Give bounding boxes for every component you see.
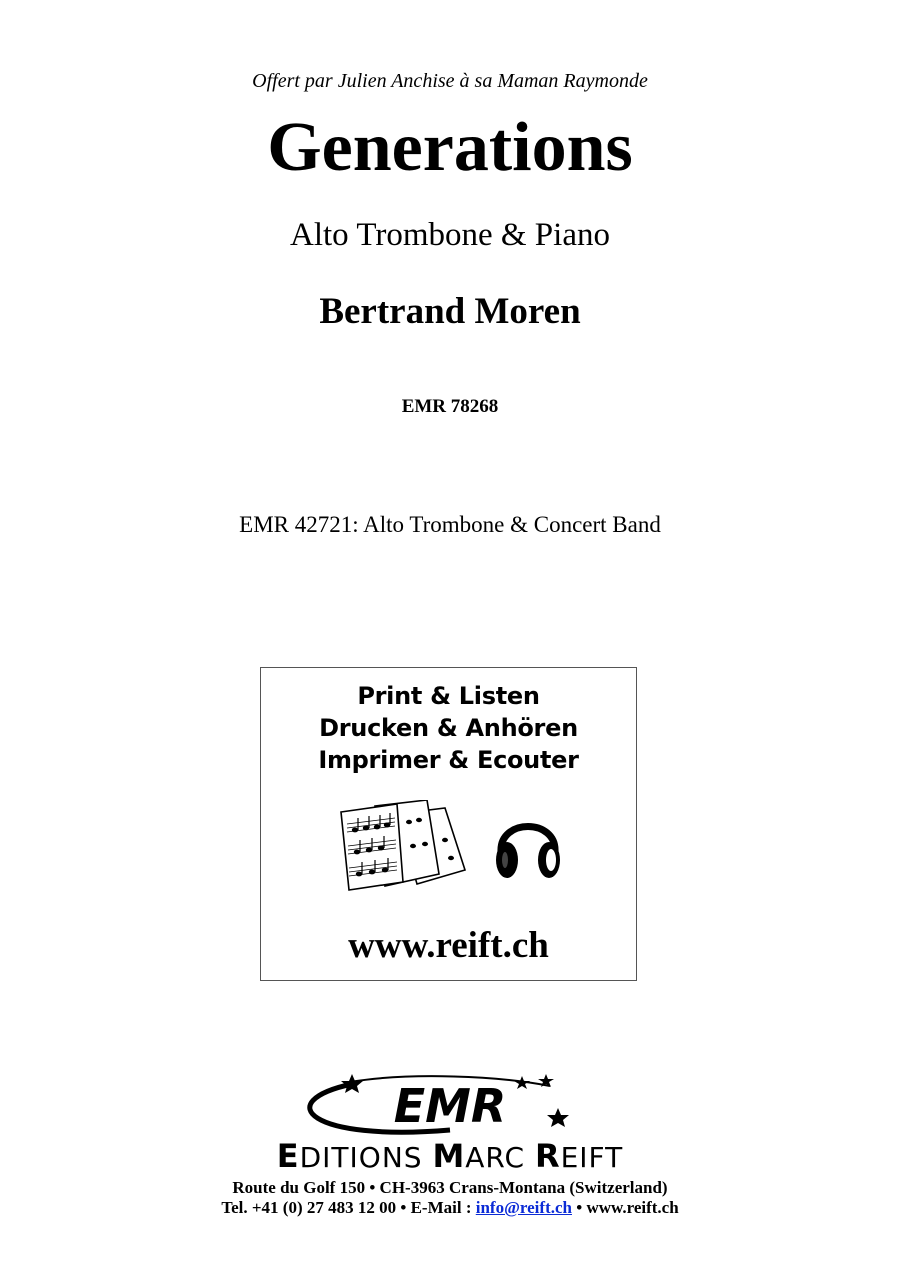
catalog-number: EMR 78268	[401, 396, 499, 417]
logo-text: EMR	[393, 1079, 507, 1133]
publisher-name-part-3: M	[432, 1137, 466, 1175]
separator: •	[571, 1198, 587, 1217]
website-link[interactable]: www.reift.ch	[586, 1198, 679, 1217]
publisher-contact	[0, 1198, 900, 1218]
page-title: Generations	[267, 109, 633, 186]
publisher-name-part-4: ARC	[465, 1141, 535, 1174]
promo-line-english: Print & Listen	[357, 682, 540, 710]
email-link[interactable]: info@reift.ch	[475, 1198, 572, 1217]
promo-line-french: Imprimer & Ecouter	[318, 746, 579, 774]
print-listen-box	[260, 667, 637, 981]
publisher-phone: Tel. +41 (0) 27 483 12 00	[221, 1198, 397, 1217]
publisher-name-part-1: E	[276, 1137, 300, 1175]
dedication: Offert par Julien Anchise à sa Maman Raymonde	[252, 70, 648, 92]
promo-url[interactable]: www.reift.ch	[348, 925, 549, 966]
separator: •	[396, 1198, 411, 1217]
alternate-edition: EMR 42721: Alto Trombone & Concert Band	[239, 512, 661, 537]
publisher-name-part-6: EIFT	[560, 1141, 624, 1174]
emr-logo	[300, 1072, 600, 1140]
publisher-name-part-5: R	[534, 1137, 561, 1175]
publisher-name-part-2: DITIONS	[299, 1141, 433, 1174]
email-label: E-Mail :	[410, 1198, 476, 1217]
sheet-music-icon	[339, 800, 469, 892]
publisher-name	[0, 1137, 900, 1175]
headphones-icon	[493, 806, 563, 884]
composer-name: Bertrand Moren	[319, 291, 581, 332]
publisher-address: Route du Golf 150 • CH-3963 Crans-Montana (Switzerland)	[232, 1178, 668, 1197]
promo-line-german: Drucken & Anhören	[319, 714, 578, 742]
instrumentation: Alto Trombone & Piano	[290, 217, 610, 253]
